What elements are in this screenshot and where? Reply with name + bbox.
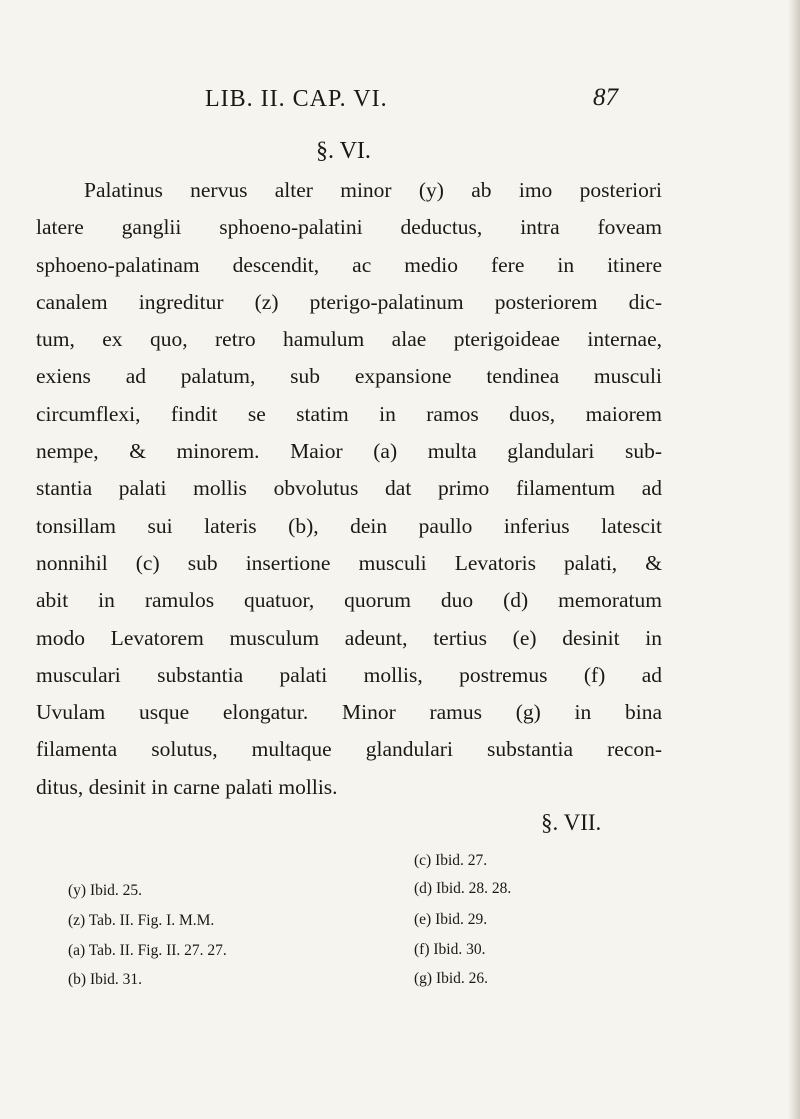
body-paragraph <box>36 172 662 806</box>
footnote: (b) Ibid. 31. <box>68 971 143 988</box>
text-line: exiens ad palatum, sub expansione tendinea musculi <box>36 364 662 389</box>
text-line: latere ganglii sphoeno-palatini deductus, intra foveam <box>36 215 662 240</box>
text-line: sphoeno-palatinam descendit, ac medio fere in itinere <box>36 252 662 277</box>
footnote: (z) Tab. II. Fig. I. M.M. <box>68 912 215 929</box>
footnote: (y) Ibid. 25. <box>68 882 143 899</box>
footnote: (d) Ibid. 28. 28. <box>414 880 512 897</box>
page-edge-shadow <box>788 0 800 1119</box>
footnote: (a) Tab. II. Fig. II. 27. 27. <box>68 942 227 959</box>
text-line: filamenta solutus, multaque glandulari substantia recon- <box>36 737 662 762</box>
text-line: Uvulam usque elongatur. Minor ramus (g) in bina <box>36 700 662 725</box>
footnote: (e) Ibid. 29. <box>414 911 488 928</box>
text-line: ditus, desinit in carne palati mollis. <box>36 774 338 799</box>
text-line: canalem ingreditur (z) pterigo-palatinum posteriorem dic- <box>36 289 662 314</box>
text-line: nonnihil (c) sub insertione musculi Levatoris palati, & <box>36 550 662 575</box>
text-line: abit in ramulos quatuor, quorum duo (d) memoratum <box>36 588 662 613</box>
text-line: tum, ex quo, retro hamulum alae pterigoideae internae, <box>36 327 662 352</box>
footnote: (f) Ibid. 30. <box>414 941 486 958</box>
text-line: tonsillam sui lateris (b), dein paullo inferius latescit <box>36 513 662 538</box>
text-line: circumflexi, findit se statim in ramos duos, maiorem <box>36 401 662 426</box>
footnote: (c) Ibid. 27. <box>414 852 488 869</box>
page-number: 87 <box>593 84 618 111</box>
next-section-title: §. VII. <box>541 810 602 835</box>
text-line: Palatinus nervus alter minor (y) ab imo posteriori <box>84 178 662 202</box>
text-line: nempe, & minorem. Maior (a) multa glandulari sub- <box>36 439 662 464</box>
footnote: (g) Ibid. 26. <box>414 970 489 987</box>
section-title: §. VI. <box>316 138 371 164</box>
running-head: LIB. II. CAP. VI. <box>205 86 388 112</box>
text-line: modo Levatorem musculum adeunt, tertius (e) desinit in <box>36 625 662 650</box>
text-line: musculari substantia palati mollis, postremus (f) ad <box>36 662 662 687</box>
text-line: stantia palati mollis obvolutus dat primo filamentum ad <box>36 476 662 501</box>
